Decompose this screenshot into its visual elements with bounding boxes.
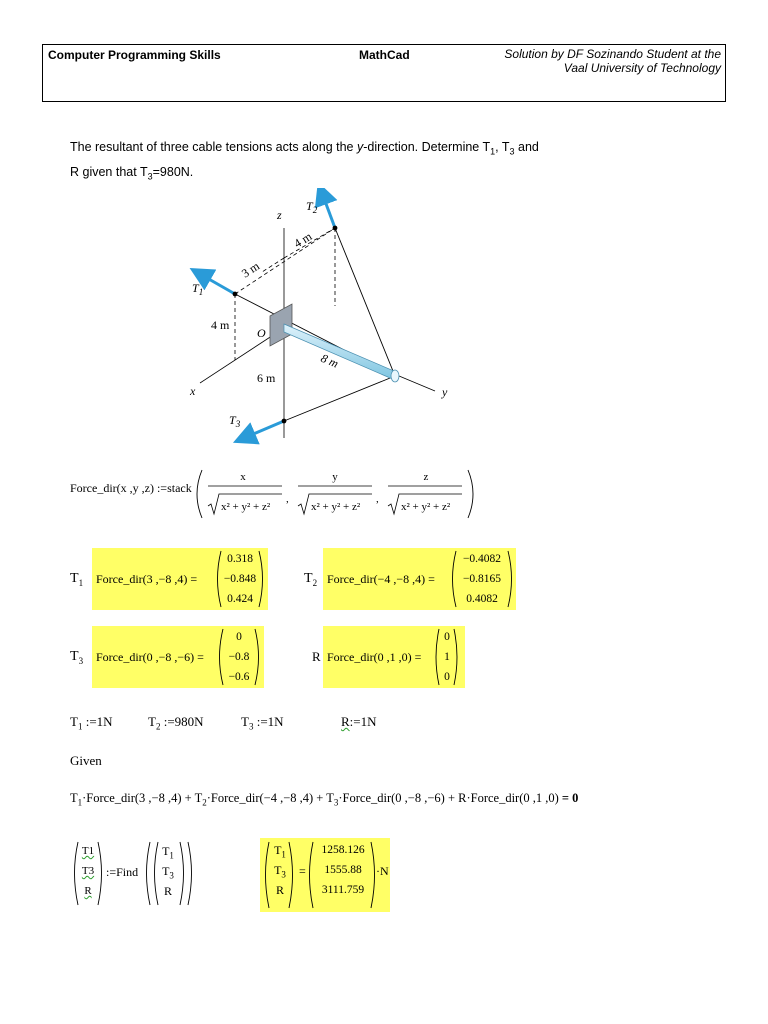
- dim-4m-top: 4 m: [291, 229, 315, 251]
- svg-text:x² + y² + z²: x² + y² + z²: [311, 501, 361, 513]
- t2-result-label: $T_2$: [304, 571, 318, 588]
- force-dir-definition: [190, 466, 480, 522]
- svg-text:x² + y² + z²: x² + y² + z²: [401, 501, 451, 513]
- t1-result-label: $T_1$: [70, 571, 84, 588]
- t1-result-expr: Force_dir(3 ,−8 ,4) =: [96, 572, 198, 586]
- svg-text:,: ,: [376, 493, 379, 505]
- software-name: MathCad: [359, 48, 410, 62]
- t1-label: $T_1$: [192, 281, 204, 297]
- y-axis-label: y: [442, 385, 448, 399]
- t3-result-matrix: 0 −0.8 −0.6: [228, 631, 250, 683]
- t2-arrow: [322, 193, 335, 228]
- z-axis-label: z: [277, 208, 282, 222]
- t3-arrow: [244, 421, 284, 438]
- svg-text:z: z: [423, 471, 429, 483]
- svg-text:y: y: [332, 471, 338, 483]
- author-credit: [504, 47, 721, 75]
- dim-4m-left: 4 m: [211, 318, 230, 332]
- t3-result-expr: Force_dir(0 ,−8 ,−6) =: [96, 650, 204, 664]
- solution-values-vector: 1258.126 1555.88 3111.759: [321, 844, 365, 896]
- course-title: Computer Programming Skills: [48, 48, 221, 62]
- problem-statement: [70, 137, 539, 186]
- header-box: [42, 44, 726, 102]
- t1-arrow: [200, 274, 235, 294]
- x-axis-label: x: [190, 384, 196, 398]
- t3-result-label: $T_3$: [70, 649, 84, 666]
- guess-t2: $T_2$ :=980N: [148, 714, 204, 732]
- problem-line-1: The resultant of three cable tensions acts along the y-direction. Determine $T_1$, $T_3$ and: [70, 140, 539, 157]
- cable-tension-figure: [180, 188, 470, 448]
- r-result-expr: Force_dir(0 ,1 ,0) =: [327, 650, 422, 664]
- problem-line-2: R given that $T_3=980N$.: [70, 164, 194, 181]
- guess-t3: $T_3$ :=1N: [241, 714, 284, 732]
- given-keyword: Given: [70, 753, 102, 768]
- find-lhs-vector: T1 T3 R: [81, 845, 95, 897]
- origin-label: O: [257, 326, 266, 340]
- t1-result-matrix: 0.318 −0.848 0.424: [223, 553, 257, 605]
- guess-t1: $T_1$ :=1N: [70, 714, 113, 732]
- dim-8m: 8 m: [318, 350, 341, 371]
- solution-equals: =: [299, 864, 306, 878]
- t2-result-expr: Force_dir(−4 ,−8 ,4) =: [327, 572, 435, 586]
- author-line-2: Vaal University of Technology: [563, 61, 721, 75]
- t2-result-matrix: −0.4082 −0.8165 0.4082: [462, 553, 502, 605]
- t3-label: $T_3$: [229, 413, 241, 429]
- dim-3m: 3 m: [239, 258, 263, 281]
- r-result-matrix: 0 1 0: [444, 631, 450, 683]
- svg-text:,: ,: [286, 493, 289, 505]
- solution-vars-vector: $T_1$ $T_3$ R: [274, 843, 286, 897]
- find-args-vector: $T_1$ $T_3$ R: [162, 844, 174, 898]
- t2-label: $T_2$: [306, 199, 318, 215]
- guess-r: R:=1N: [341, 714, 377, 729]
- equilibrium-equation: $T_1\cdot Force\_dir(3$ ,−8 $,4) + T_2\cdot Force\_dir(-4$ ,−8 $,4) + T_3\cdot Force\_dir(0$ ,−8 ,−6) + R·Force_dir(0 ,1 ,0) = 0: [70, 791, 579, 808]
- dim-6m: 6 m: [257, 371, 276, 385]
- svg-text:x² + y² + z²: x² + y² + z²: [221, 501, 271, 513]
- svg-text:x: x: [240, 471, 246, 483]
- find-function: :=Find: [106, 865, 139, 879]
- author-line-1: Solution by DF Sozinando Student at the: [504, 47, 721, 61]
- r-result-label: R: [312, 649, 321, 664]
- force-dir-lhs: Force_dir(x ,y ,z) :=stack: [70, 481, 192, 495]
- solution-unit: ·N: [376, 864, 389, 878]
